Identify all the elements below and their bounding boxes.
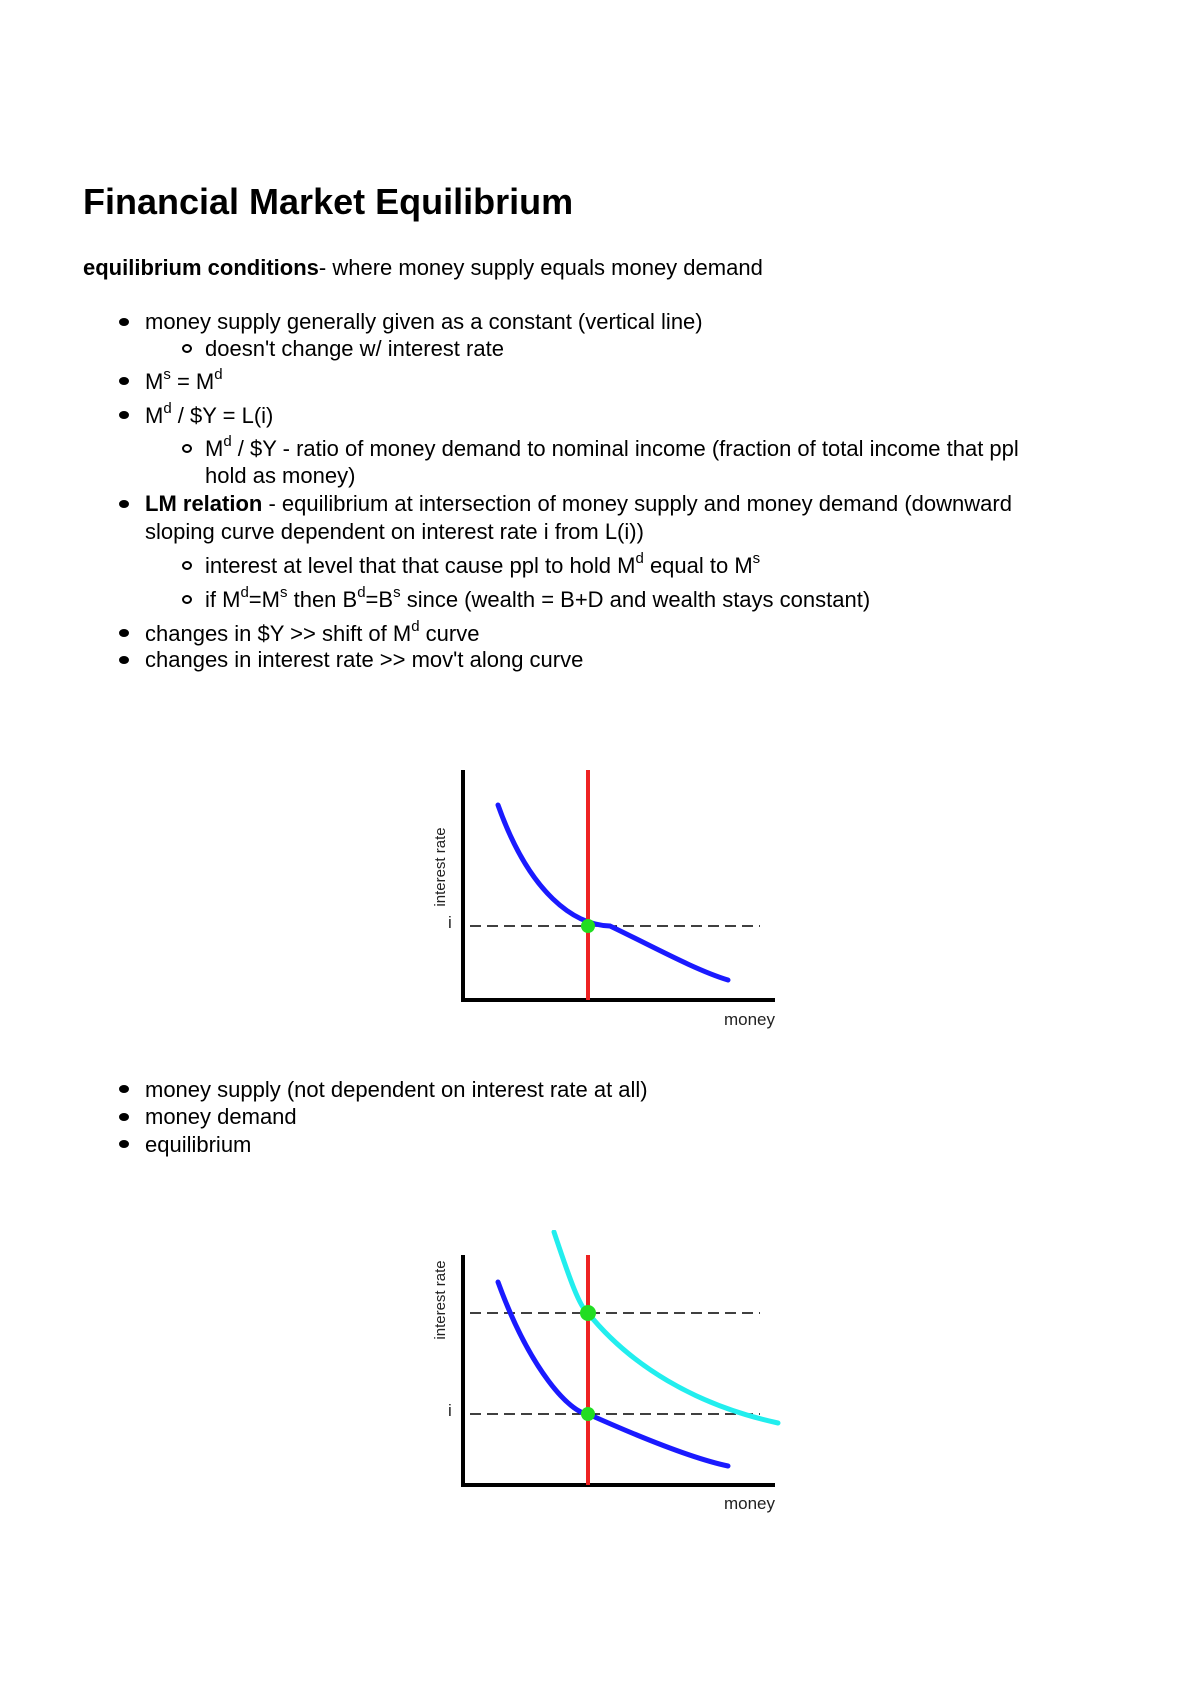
list-item: [145, 617, 480, 647]
list-item: money demand: [145, 1104, 297, 1129]
superscript: d: [411, 617, 420, 635]
bullet-dot: [119, 1085, 129, 1093]
bullet-dot: [119, 656, 129, 664]
equilibrium-point: [581, 919, 595, 933]
y-tick-label: i: [448, 913, 452, 932]
text: curve: [419, 621, 480, 646]
bullet-circle: [182, 344, 192, 353]
superscript: d: [214, 365, 223, 383]
superscript: s: [393, 583, 401, 601]
list-item: [145, 399, 274, 429]
page-title: Financial Market Equilibrium: [83, 181, 574, 222]
superscript: s: [752, 549, 761, 567]
lm-relation-term: LM relation: [145, 491, 263, 516]
equilibrium-point-upper: [580, 1305, 596, 1321]
text: since (wealth = B+D and wealth stays constant): [400, 587, 871, 612]
text: =B: [365, 587, 394, 612]
money-demand-curve: [498, 805, 728, 980]
text: then B: [287, 587, 358, 612]
bullet-circle: [182, 444, 192, 453]
y-axis-label: interest rate: [432, 827, 449, 907]
bullet-dot: [119, 411, 129, 419]
intro-paragraph: [83, 254, 763, 282]
intro-term: equilibrium conditions: [83, 255, 319, 280]
list-item: doesn't change w/ interest rate: [205, 336, 504, 361]
bullet-dot: [119, 1113, 129, 1121]
superscript: d: [240, 583, 249, 601]
text: =M: [248, 587, 280, 612]
list-item: changes in interest rate >> mov't along curve: [145, 647, 584, 672]
bullet-dot: [119, 500, 129, 508]
text: - equilibrium at intersection of money supply and money demand (downward: [262, 491, 1012, 516]
superscript: s: [279, 583, 288, 601]
bullet-dot: [119, 377, 129, 385]
x-axis-label: money: [723, 1494, 775, 1513]
superscript: d: [163, 399, 172, 417]
list-item: [205, 432, 1019, 462]
bullet-dot: [119, 318, 129, 326]
money-demand-curve: [498, 1282, 728, 1466]
text: M: [145, 369, 164, 394]
text: M: [205, 436, 224, 461]
superscript: d: [635, 549, 644, 567]
superscript: d: [357, 583, 366, 601]
y-tick-label: i: [448, 1401, 452, 1420]
text: / $Y - ratio of money demand to nominal income (fraction of total income that ppl: [231, 436, 1019, 461]
intro-text: - where money supply equals money demand: [318, 255, 763, 280]
money-market-chart-2: [420, 1230, 790, 1520]
list-item: [145, 490, 1012, 517]
text: interest at level that that cause ppl to hold M: [205, 553, 636, 578]
text: changes in $Y >> shift of M: [145, 621, 412, 646]
bullet-dot: [119, 629, 129, 637]
money-market-chart-1: [420, 745, 790, 1035]
superscript: d: [223, 432, 232, 450]
list-item-continuation: hold as money): [205, 463, 356, 488]
list-item: equilibrium: [145, 1132, 252, 1157]
bullet-circle: [182, 595, 192, 604]
x-axis-label: money: [723, 1010, 775, 1029]
text: equal to M: [643, 553, 753, 578]
list-item: money supply (not dependent on interest rate at all): [145, 1077, 648, 1102]
bullet-circle: [182, 561, 192, 570]
equilibrium-point-lower: [581, 1407, 595, 1421]
text: M: [145, 403, 164, 428]
y-axis-label: interest rate: [432, 1260, 449, 1340]
list-item-continuation: sloping curve dependent on interest rate i from L(i)): [145, 519, 644, 544]
list-item: [145, 365, 223, 395]
list-item: money supply generally given as a constant (vertical line): [145, 309, 703, 334]
superscript: s: [163, 365, 171, 383]
bullet-dot: [119, 1140, 129, 1148]
list-item: [205, 583, 871, 613]
text: if M: [205, 587, 241, 612]
text: / $Y = L(i): [171, 403, 274, 428]
text: = M: [170, 369, 215, 394]
list-item: [205, 549, 761, 579]
